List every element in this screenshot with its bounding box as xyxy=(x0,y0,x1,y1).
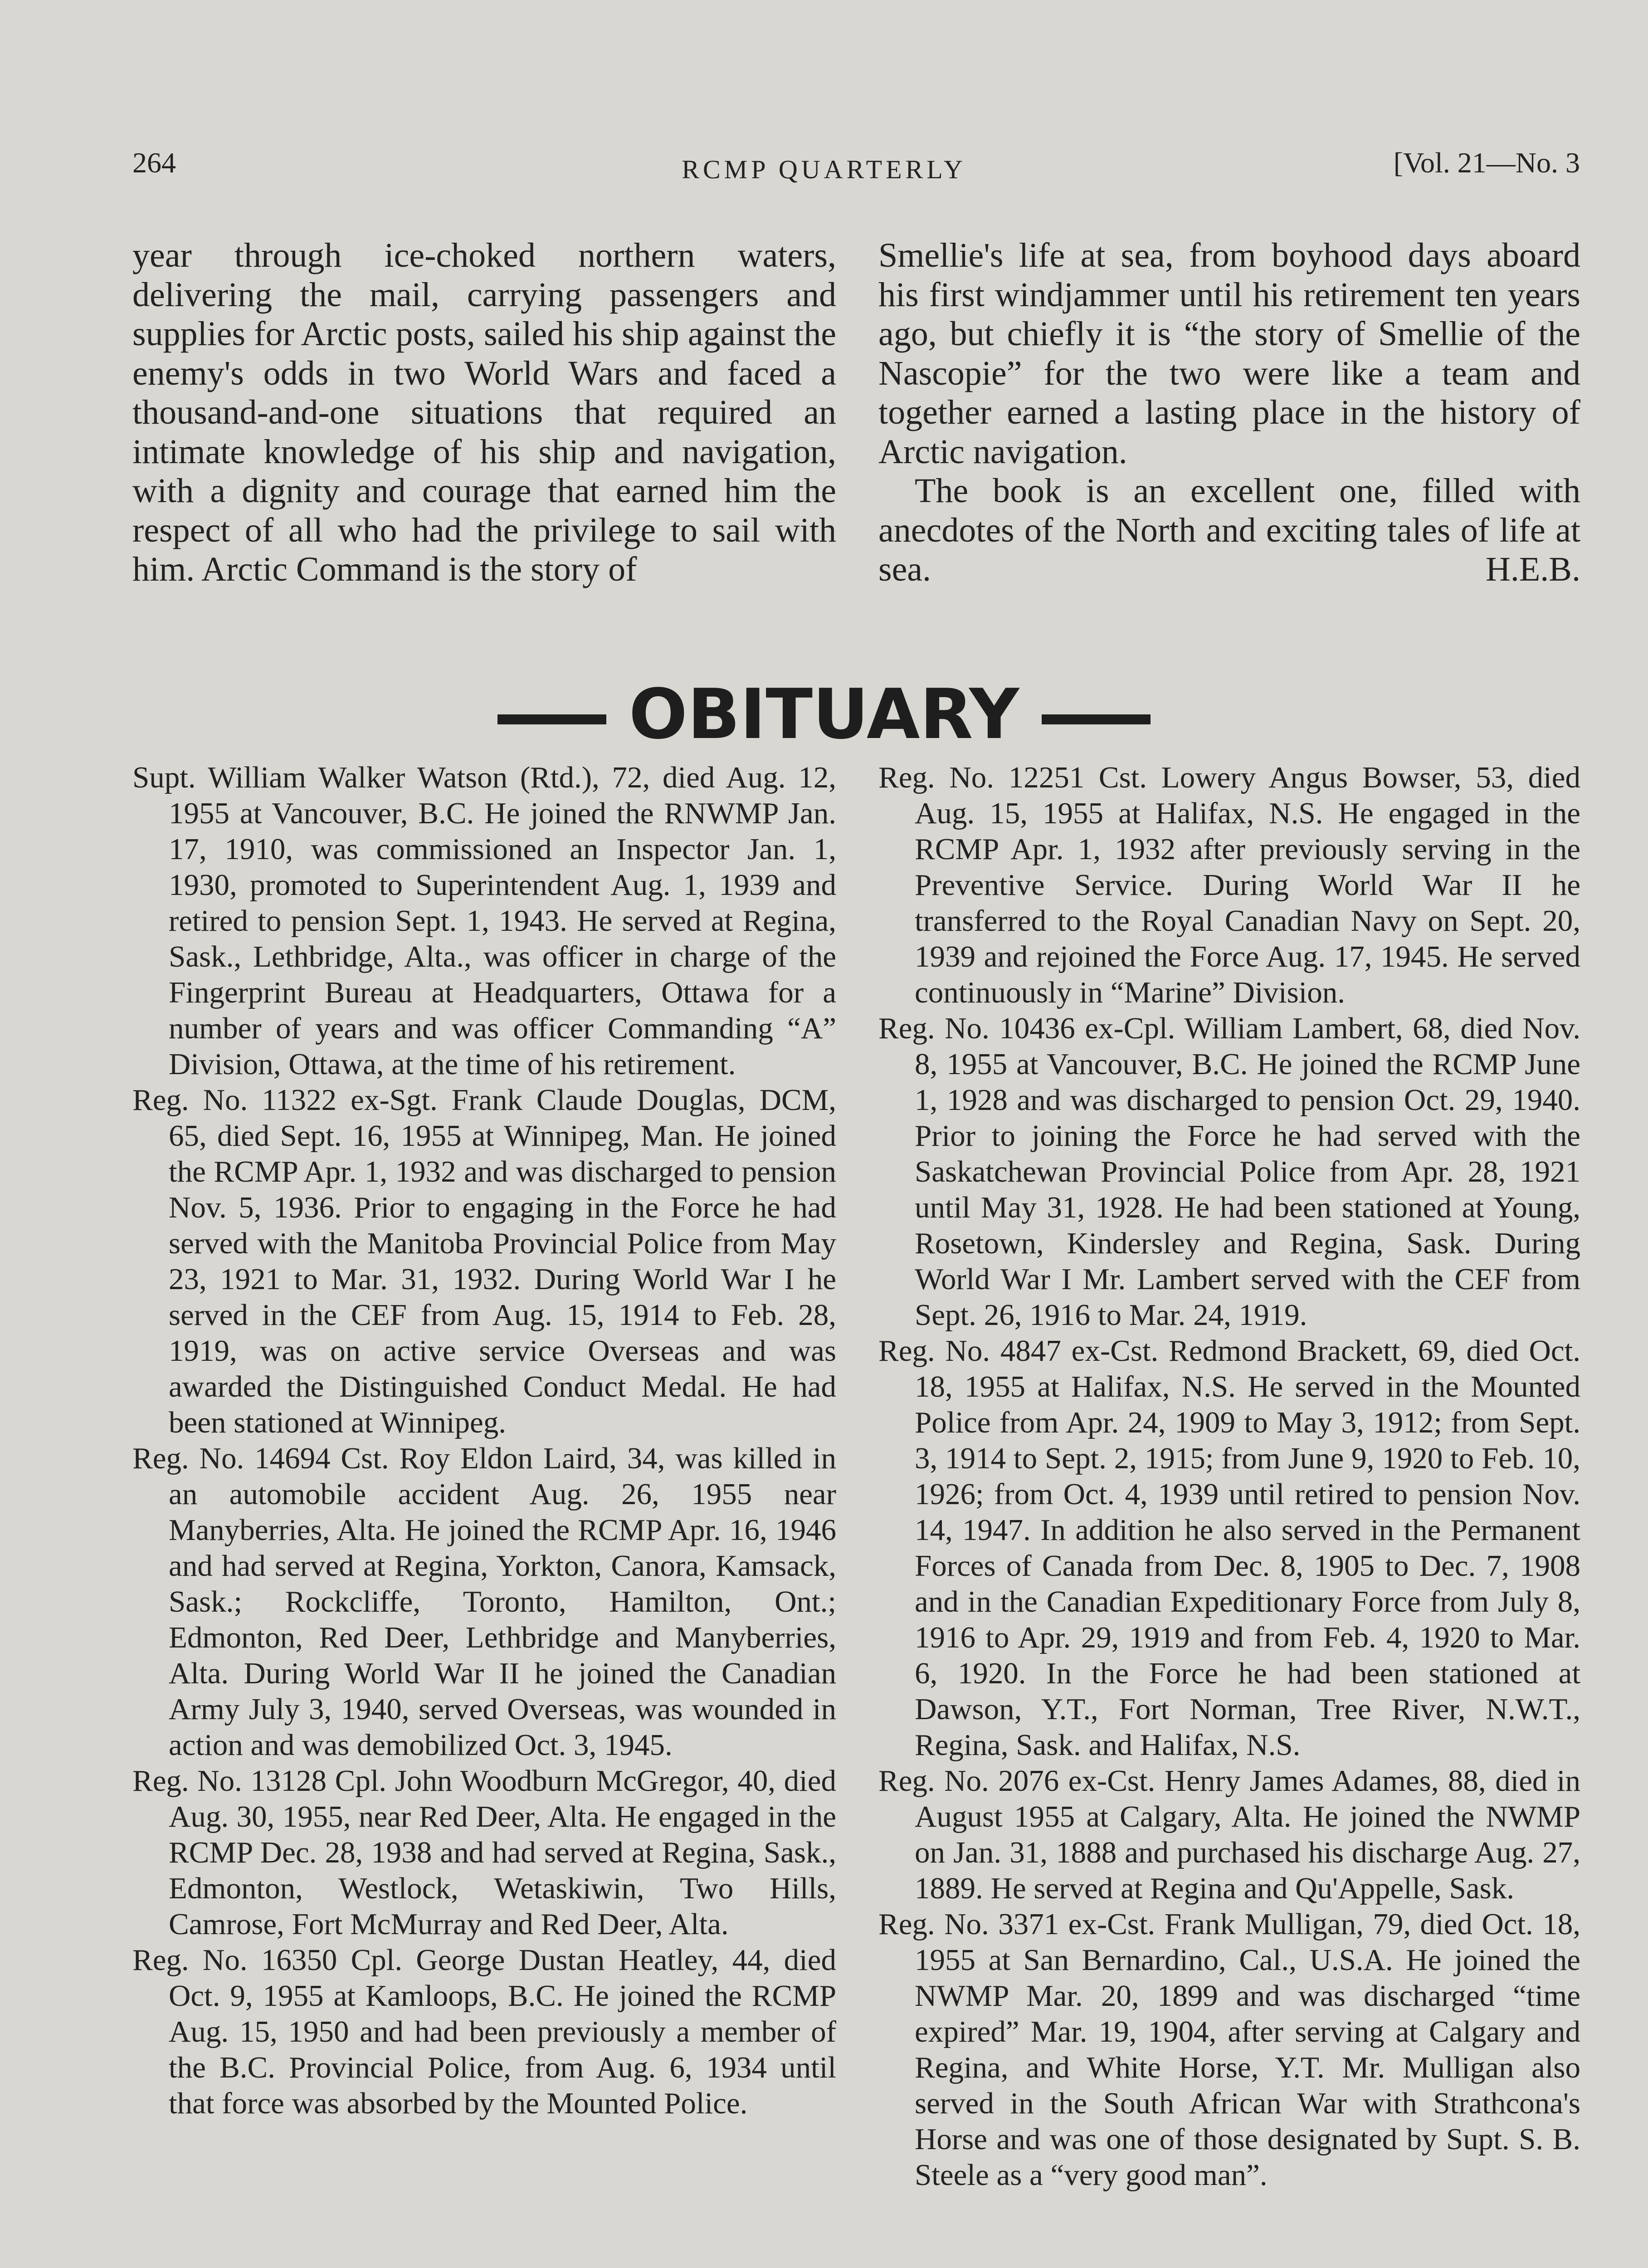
reviewer-signature: H.E.B. xyxy=(1486,550,1580,588)
review-left-column xyxy=(132,236,836,589)
review-paragraph: year through ice-choked northern waters, delivering the mail, carrying passengers and supplies for Arctic posts, sailed his ship against the enemy's odds in two World Wars and faced a thousand-and-one situations that required an intimate knowledge of his ship and navigation, with a dignity and courage that earned him the respect of all who had the privilege to sail with him. Arctic Command is the story of xyxy=(132,236,836,588)
right-dash xyxy=(1042,714,1151,724)
obituary-entry: Reg. No. 11322 ex-Sgt. Frank Claude Douglas, DCM, 65, died Sept. 16, 1955 at Winnipeg, Man. He joined the RCMP Apr. 1, 1932 and was discharged to pension Nov. 5, 1936. Prior to engaging in the Force he had served with the Manitoba Provincial Police from May 23, 1921 to Mar. 31, 1932. During World War I he served in the CEF from Aug. 15, 1914 to Feb. 28, 1919, was on active service Overseas and was awarded the Distinguished Conduct Medal. He had been stationed at Winnipeg. xyxy=(132,1083,836,1439)
obituary-title: OBITUARY xyxy=(629,674,1019,754)
obituary-entry: Reg. No. 13128 Cpl. John Woodburn McGregor, 40, died Aug. 30, 1955, near Red Deer, Alta. He engaged in the RCMP Dec. 28, 1938 and had served at Regina, Sask., Edmonton, Westlock, Wetaskiwin, Two Hills, Camrose, Fort McMurray and Red Deer, Alta. xyxy=(132,1764,836,1941)
review-paragraph: The book is an excellent one, filled with anecdotes of the North and exciting tales of life at sea. xyxy=(878,472,1580,588)
obituary-entry: Reg. No. 3371 ex-Cst. Frank Mulligan, 79, died Oct. 18, 1955 at San Bernardino, Cal., U.S.A. He joined the NWMP Mar. 20, 1899 and was discharged “time expired” Mar. 19, 1904, after serving at Calgary and Regina, and White Horse, Y.T. Mr. Mulligan also served in the South African War with Strathcona's Horse and was one of those designated by Supt. S. B. Steele as a “very good man”. xyxy=(878,1907,1580,2192)
obituary-entry: Reg. No. 16350 Cpl. George Dustan Heatley, 44, died Oct. 9, 1955 at Kamloops, B.C. He joined the RCMP Aug. 15, 1950 and had been previously a member of the B.C. Provincial Police, from Aug. 6, 1934 until that force was absorbed by the Mounted Police. xyxy=(132,1943,836,2120)
journal-title: RCMP QUARTERLY xyxy=(682,155,966,184)
review-paragraph: Smellie's life at sea, from boyhood days aboard his first windjammer until his retirement ten years ago, but chiefly it is “the story of Smellie of the Nascopie” for the two were like a team and together earned a lasting place in the history of Arctic navigation. xyxy=(878,236,1580,471)
obituary-entry: Reg. No. 10436 ex-Cpl. William Lambert, 68, died Nov. 8, 1955 at Vancouver, B.C. He joined the RCMP June 1, 1928 and was discharged to pension Oct. 29, 1940. Prior to joining the Force he had served with the Saskatchewan Provincial Police from Apr. 28, 1921 until May 31, 1928. He had been stationed at Young, Rosetown, Kindersley and Regina, Sask. During World War I Mr. Lambert served with the CEF from Sept. 26, 1916 to Mar. 24, 1919. xyxy=(878,1012,1580,1332)
obituary-entry: Reg. No. 4847 ex-Cst. Redmond Brackett, 69, died Oct. 18, 1955 at Halifax, N.S. He served in the Mounted Police from Apr. 24, 1909 to May 3, 1912; from Sept. 3, 1914 to Sept. 2, 1915; from June 9, 1920 to Feb. 10, 1926; from Oct. 4, 1939 until retired to pension Nov. 14, 1947. In addition he also served in the Permanent Forces of Canada from Dec. 8, 1905 to Dec. 7, 1908 and in the Canadian Expeditionary Force from July 8, 1916 to Apr. 29, 1919 and from Feb. 4, 1920 to Mar. 6, 1920. In the Force he had been stationed at Dawson, Y.T., Fort Norman, Tree River, N.W.T., Regina, Sask. and Halifax, N.S. xyxy=(878,1334,1580,1762)
obituary-heading xyxy=(0,669,1648,760)
volume-label: [Vol. 21—No. 3 xyxy=(1393,147,1580,179)
obituary-entry: Supt. William Walker Watson (Rtd.), 72, died Aug. 12, 1955 at Vancouver, B.C. He joined the RNWMP Jan. 17, 1910, was commissioned an Inspector Jan. 1, 1930, promoted to Superintendent Aug. 1, 1939 and retired to pension Sept. 1, 1943. He served at Regina, Sask., Lethbridge, Alta., was officer in charge of the Fingerprint Bureau at Headquarters, Ottawa for a number of years and was officer Commanding “A” Division, Ottawa, at the time of his retirement. xyxy=(132,761,836,1081)
obituary-entry: Reg. No. 14694 Cst. Roy Eldon Laird, 34, was killed in an automobile accident Aug. 26, 1955 near Manyberries, Alta. He joined the RCMP Apr. 16, 1946 and had served at Regina, Yorkton, Canora, Kamsack, Sask.; Rockcliffe, Toronto, Hamilton, Ont.; Edmonton, Red Deer, Lethbridge and Manyberries, Alta. During World War II he joined the Canadian Army July 3, 1940, served Overseas, was wounded in action and was demobilized Oct. 3, 1945. xyxy=(132,1442,836,1762)
obituary-entry: Reg. No. 12251 Cst. Lowery Angus Bowser, 53, died Aug. 15, 1955 at Halifax, N.S. He engaged in the RCMP Apr. 1, 1932 after previously serving in the Preventive Service. During World War II he transferred to the Royal Canadian Navy on Sept. 20, 1939 and rejoined the Force Aug. 17, 1945. He served continuously in “Marine” Division. xyxy=(878,761,1580,1009)
obituary-right-column xyxy=(878,760,1580,2193)
left-dash xyxy=(497,714,606,724)
page-number: 264 xyxy=(132,147,176,179)
page-header xyxy=(0,146,1648,187)
review-closing xyxy=(878,471,1580,589)
obituary-left-column xyxy=(132,760,836,2121)
obituary-entry: Reg. No. 2076 ex-Cst. Henry James Adames, 88, died in August 1955 at Calgary, Alta. He joined the NWMP on Jan. 31, 1888 and purchased his discharge Aug. 27, 1889. He served at Regina and Qu'Appelle, Sask. xyxy=(878,1764,1580,1905)
review-right-column xyxy=(878,236,1580,589)
